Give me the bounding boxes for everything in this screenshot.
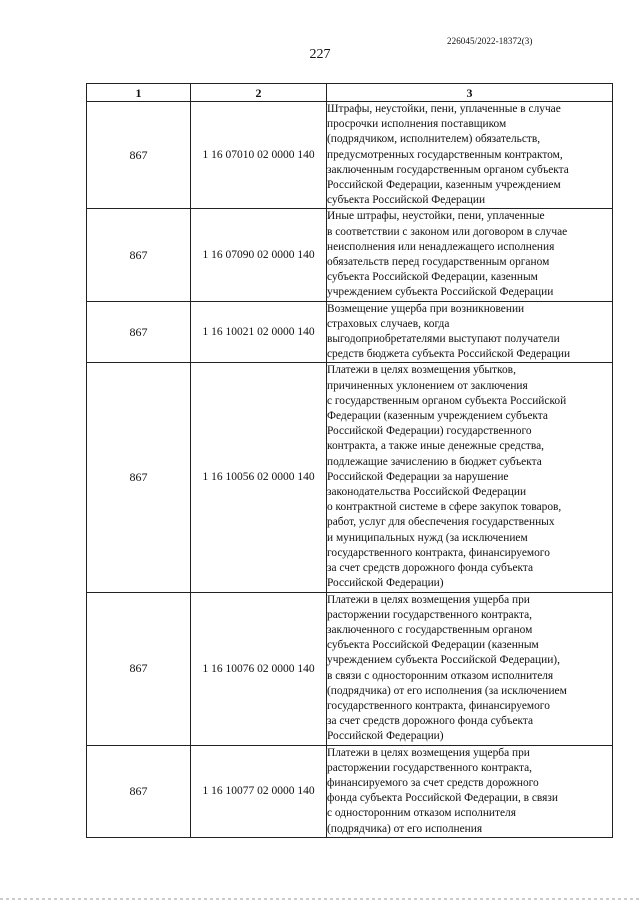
budget-code-cell: 1 16 07010 02 0000 140 <box>191 102 327 209</box>
table-row <box>87 363 613 592</box>
admin-code-cell: 867 <box>87 745 191 837</box>
budget-codes-table <box>86 83 613 838</box>
admin-code-cell: 867 <box>87 301 191 363</box>
table-row <box>87 102 613 209</box>
budget-code-cell: 1 16 10056 02 0000 140 <box>191 363 327 592</box>
budget-code-cell: 1 16 10021 02 0000 140 <box>191 301 327 363</box>
admin-code-cell: 867 <box>87 592 191 745</box>
description-cell: Штрафы, неустойки, пени, уплаченные в случае просрочки исполнения поставщиком (подрядчиком, исполнителем) обязательств, предусмотренных государственным контрактом, заключенным государственным органом субъекта Российской Федерации, казенным учреждением субъекта Российской Федерации <box>327 102 613 209</box>
description-cell: Возмещение ущерба при возникновении страховых случаев, когда выгодоприобретателями выступают получатели средств бюджета субъекта Российской Федерации <box>327 301 613 363</box>
table-row <box>87 592 613 745</box>
scan-edge-artifact <box>0 898 640 900</box>
table-row <box>87 209 613 301</box>
budget-code-cell: 1 16 10076 02 0000 140 <box>191 592 327 745</box>
table-row <box>87 745 613 837</box>
budget-code-cell: 1 16 07090 02 0000 140 <box>191 209 327 301</box>
column-header-2: 2 <box>191 84 327 102</box>
description-cell: Платежи в целях возмещения ущерба при расторжении государственного контракта, заключенного с государственным органом субъекта Российской Федерации (казенным учреждением субъекта Российской Федерации), в связи с односторонним отказом исполнителя (подрядчика) от его исполнения (за исключением государственного контракта, финансируемого за счет средств дорожного фонда субъекта Российской Федерации) <box>327 592 613 745</box>
description-cell: Платежи в целях возмещения ущерба при расторжении государственного контракта, финансируемого за счет средств дорожного фонда субъекта Российской Федерации, в связи с односторонним отказом исполнителя (подрядчика) от его исполнения <box>327 745 613 837</box>
admin-code-cell: 867 <box>87 209 191 301</box>
table-row <box>87 301 613 363</box>
description-cell: Платежи в целях возмещения убытков, причиненных уклонением от заключения с государственным органом субъекта Российской Федерации (казенным учреждением субъекта Российской Федерации) государственного контракта, а также иные денежные средства, подлежащие зачислению в бюджет субъекта Российской Федерации за нарушение законодательства Российской Федерации о контрактной системе в сфере закупок товаров, работ, услуг для обеспечения государственных и муниципальных нужд (за исключением государственного контракта, финансируемого за счет средств дорожного фонда субъекта Российской Федерации) <box>327 363 613 592</box>
document-id: 226045/2022-18372(3) <box>447 36 533 46</box>
column-header-3: 3 <box>327 84 613 102</box>
description-cell: Иные штрафы, неустойки, пени, уплаченные в соответствии с законом или договором в случае неисполнения или ненадлежащего исполнения обязательств перед государственным органом субъекта Российской Федерации, казенным учреждением субъекта Российской Федерации <box>327 209 613 301</box>
admin-code-cell: 867 <box>87 102 191 209</box>
table-header-row <box>87 84 613 102</box>
column-header-1: 1 <box>87 84 191 102</box>
page-number: 227 <box>309 47 331 62</box>
budget-code-cell: 1 16 10077 02 0000 140 <box>191 745 327 837</box>
admin-code-cell: 867 <box>87 363 191 592</box>
